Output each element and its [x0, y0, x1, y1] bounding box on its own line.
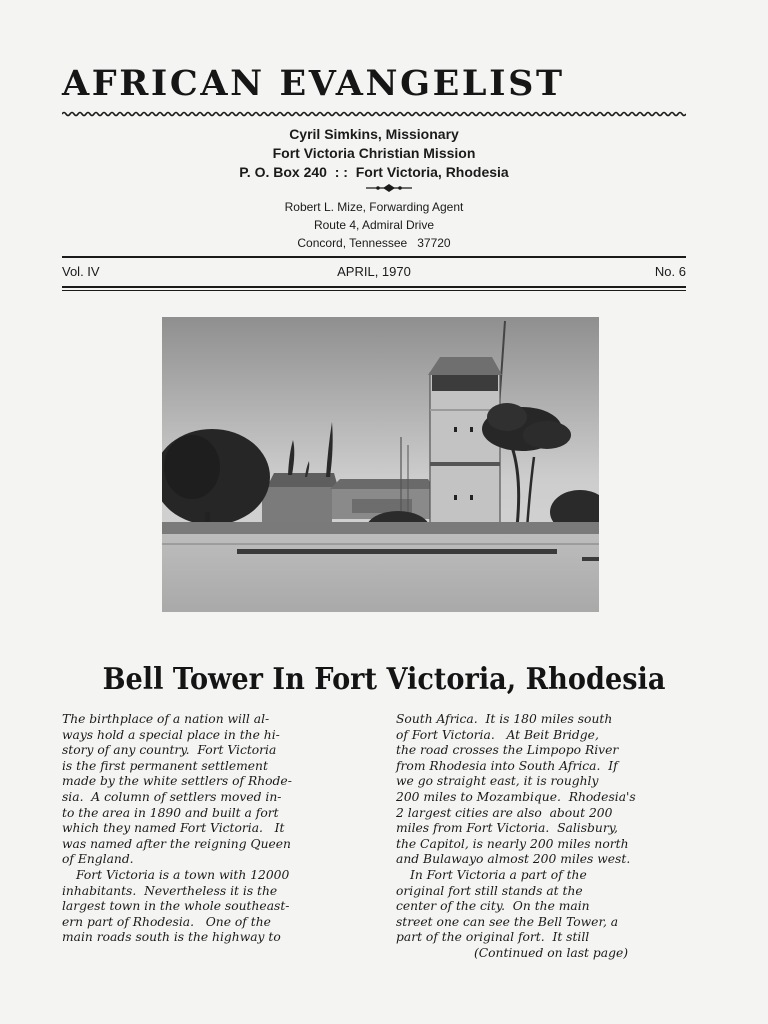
mission-address: P. O. Box 240 : : Fort Victoria, Rhodesia — [239, 164, 509, 180]
article-line: inhabitants. Nevertheless it is the — [62, 883, 278, 898]
article-line: part of the original fort. It still — [396, 930, 590, 945]
article-line: sia. A column of settlers moved in- — [62, 789, 282, 804]
rule-bottom — [62, 286, 686, 288]
agent-street: Route 4, Admiral Drive — [313, 218, 435, 232]
article-line: ways hold a special place in the hi- — [62, 727, 280, 742]
article-line: the road crosses the Limpopo River — [396, 743, 619, 758]
article-line: story of any country. Fort Victoria — [62, 743, 277, 758]
bell-tower-photo — [162, 317, 599, 612]
issue-number: No. 6 — [654, 264, 686, 279]
article-line: largest town in the whole southeast- — [62, 899, 290, 914]
rule-bottom-thin — [62, 290, 686, 291]
article-line: of Fort Victoria. At Beit Bridge, — [396, 727, 599, 742]
article-line: miles from Fort Victoria. Salisbury, — [396, 821, 618, 836]
agent-city: Concord, Tennessee 37720 — [297, 236, 451, 250]
article-line: 2 largest cities are also about 200 — [396, 805, 613, 820]
article-line: which they named Fort Victoria. It — [62, 821, 285, 836]
article-line: In Fort Victoria a part of the — [410, 867, 587, 882]
article-line: 200 miles to Mozambique. Rhodesia's — [396, 789, 636, 804]
article-line: center of the city. On the main — [396, 899, 590, 914]
article-headline: Bell Tower In Fort Victoria, Rhodesia — [102, 661, 666, 696]
article-line: the Capitol, is nearly 200 miles north — [396, 836, 629, 851]
ornament-divider — [364, 182, 414, 194]
article-column-right — [396, 712, 706, 962]
volume-label: Vol. IV — [62, 264, 100, 279]
article-line: to the area in 1890 and built a fort — [62, 805, 279, 820]
article-line: The birthplace of a nation will al- — [62, 712, 270, 726]
article-line: South Africa. It is 180 miles south — [396, 712, 613, 726]
article-line: is the first permanent settlement — [62, 758, 268, 773]
article-line: of England. — [62, 852, 134, 867]
article-line: we go straight east, it is roughly — [396, 774, 599, 789]
rule-top — [62, 256, 686, 258]
article-line: street one can see the Bell Tower, a — [396, 914, 619, 929]
article-line: made by the white settlers of Rhode- — [62, 774, 292, 789]
article-line: was named after the reigning Queen — [62, 836, 291, 851]
wavy-rule-divider — [62, 109, 686, 119]
masthead-title: AFRICAN EVANGELIST — [62, 63, 565, 104]
article-column-left — [62, 712, 372, 946]
forwarding-agent: Robert L. Mize, Forwarding Agent — [284, 200, 464, 214]
mission-name: Fort Victoria Christian Mission — [272, 145, 476, 161]
article-line: from Rhodesia into South Africa. If — [396, 758, 618, 773]
issue-date: APRIL, 1970 — [337, 264, 411, 279]
missionary-name: Cyril Simkins, Missionary — [289, 126, 459, 142]
article-line: original fort still stands at the — [396, 883, 583, 898]
article-line: ern part of Rhodesia. One of the — [62, 914, 271, 929]
continued-note: (Continued on last page) — [473, 945, 629, 960]
article-line: and Bulawayo almost 200 miles west. — [396, 852, 631, 867]
article-line: Fort Victoria is a town with 12000 — [76, 867, 290, 882]
article-line: main roads south is the highway to — [62, 930, 281, 945]
